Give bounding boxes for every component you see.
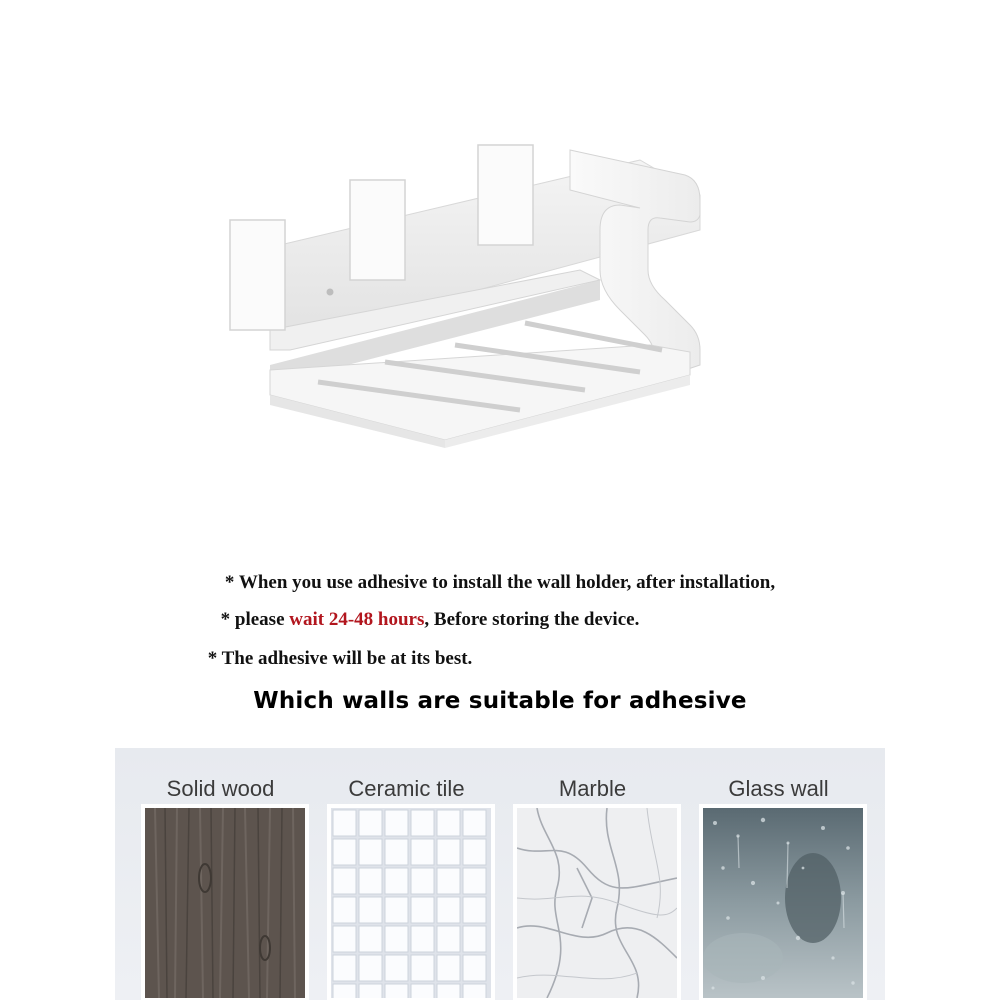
- surface-label: Ceramic tile: [348, 776, 465, 801]
- note-line-1: * When you use adhesive to install the wall holder, after installation,: [224, 572, 776, 593]
- surfaces-panel: [115, 748, 885, 1000]
- tile-texture-icon: [327, 804, 495, 1004]
- surface-label: Solid wood: [166, 776, 275, 801]
- note-line-3: * The adhesive will be at its best.: [207, 648, 473, 669]
- note-wait-time: wait 24-48 hours: [289, 609, 425, 630]
- note-line-2-suffix: , Before storing the device.: [424, 609, 640, 630]
- glass-texture-icon: [699, 804, 867, 1004]
- note-line-2: [0, 609, 930, 631]
- section-heading: Which walls are suitable for adhesive: [253, 688, 747, 714]
- marble-texture-icon: [513, 804, 681, 1004]
- surface-label: Marble: [558, 776, 627, 801]
- note-line-2-prefix: * please: [220, 609, 290, 630]
- wood-texture-icon: [141, 804, 309, 1004]
- surface-label: Glass wall: [728, 776, 829, 801]
